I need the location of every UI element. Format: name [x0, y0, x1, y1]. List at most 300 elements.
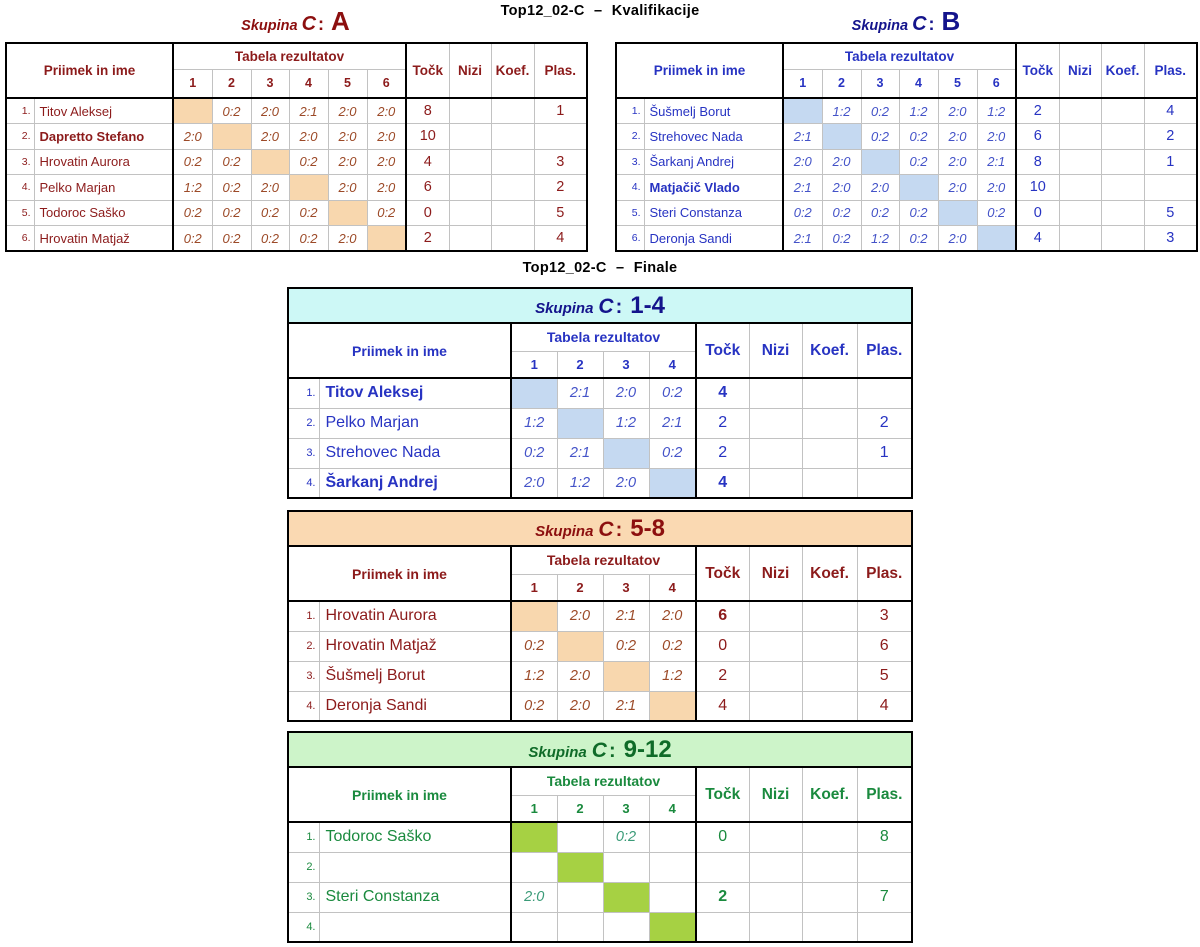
nizi-value	[749, 852, 802, 882]
result-col-number: 4	[899, 69, 938, 98]
qual-b-grid	[615, 42, 1198, 252]
row-number: 3.	[6, 149, 34, 175]
result-cell: 2:0	[289, 124, 328, 150]
result-cell: 2:0	[938, 149, 977, 175]
result-cell: 2:0	[649, 601, 696, 631]
result-col-number: 1	[511, 795, 557, 822]
diagonal-cell	[603, 882, 649, 912]
player-name: Šarkanj Andrej	[319, 468, 511, 498]
tock-value: 8	[406, 98, 449, 124]
koef-value	[802, 601, 857, 631]
tock-value: 2	[696, 408, 749, 438]
final-5-8-grid	[287, 510, 913, 722]
result-cell: 2:1	[783, 124, 822, 150]
header-row-1	[288, 767, 912, 795]
tock-value: 10	[1016, 175, 1059, 201]
result-cell: 0:2	[289, 149, 328, 175]
result-col-number: 2	[557, 351, 603, 378]
result-cell	[649, 852, 696, 882]
plas-value: 8	[857, 822, 912, 852]
nizi-value	[749, 661, 802, 691]
row-number: 1.	[288, 822, 319, 852]
result-cell: 1:2	[977, 98, 1016, 124]
finale-table-1-4	[287, 287, 913, 499]
plas-value: 7	[857, 882, 912, 912]
player-name: Hrovatin Aurora	[34, 149, 173, 175]
result-cell: 2:0	[557, 601, 603, 631]
result-cell: 0:2	[251, 226, 289, 252]
result-cell: 2:0	[328, 124, 367, 150]
plas-value: 5	[534, 200, 587, 226]
result-cell: 0:2	[212, 149, 251, 175]
nizi-value	[749, 601, 802, 631]
result-cell: 0:2	[212, 226, 251, 252]
player-row	[616, 200, 1197, 226]
result-cell: 2:0	[977, 124, 1016, 150]
tock-value: 2	[1016, 98, 1059, 124]
header-row-1	[288, 323, 912, 351]
result-cell: 2:0	[603, 378, 649, 408]
result-cell	[557, 822, 603, 852]
result-cell: 0:2	[861, 200, 899, 226]
tock-value: 0	[696, 631, 749, 661]
diagonal-cell	[899, 175, 938, 201]
diagonal-cell	[251, 149, 289, 175]
diagonal-cell	[649, 691, 696, 721]
diagonal-cell	[511, 378, 557, 408]
koef-column-header: Koef.	[491, 43, 534, 98]
result-cell: 1:2	[861, 226, 899, 252]
result-cell: 2:1	[649, 408, 696, 438]
banner-group-name: 1-4	[630, 291, 665, 319]
result-cell: 0:2	[649, 631, 696, 661]
row-number: 4.	[288, 468, 319, 498]
result-cell: 2:0	[328, 175, 367, 201]
results-column-header: Tabela rezultatov	[173, 43, 406, 69]
diagonal-cell	[649, 912, 696, 942]
result-cell: 2:1	[977, 149, 1016, 175]
result-cell: 2:0	[328, 98, 367, 124]
plas-value	[857, 912, 912, 942]
player-row	[288, 468, 912, 498]
plas-value: 2	[534, 175, 587, 201]
nizi-column-header: Nizi	[749, 767, 802, 822]
finale-table-9-12	[287, 731, 913, 943]
koef-column-header: Koef.	[802, 767, 857, 822]
final-5-8-rows	[288, 601, 912, 721]
group-a-heading	[5, 6, 586, 37]
result-cell: 2:1	[603, 601, 649, 631]
banner-skupina-label: Skupina	[535, 522, 594, 540]
plas-value: 3	[534, 149, 587, 175]
player-row	[6, 124, 587, 150]
result-cell: 0:2	[861, 98, 899, 124]
result-col-number: 1	[511, 351, 557, 378]
player-name: Pelko Marjan	[34, 175, 173, 201]
result-cell	[511, 912, 557, 942]
result-col-number: 2	[557, 795, 603, 822]
diagonal-cell	[603, 438, 649, 468]
result-col-number: 4	[649, 574, 696, 601]
player-row	[616, 175, 1197, 201]
tock-value: 10	[406, 124, 449, 150]
result-cell: 0:2	[603, 631, 649, 661]
result-cell: 0:2	[822, 200, 861, 226]
row-number: 3.	[288, 661, 319, 691]
koef-value	[1101, 98, 1144, 124]
result-cell: 2:0	[367, 98, 406, 124]
name-column-header: Priimek in ime	[288, 546, 511, 601]
nizi-value	[1059, 149, 1101, 175]
header-row-1	[6, 43, 587, 69]
result-cell: 0:2	[649, 378, 696, 408]
player-row	[6, 226, 587, 252]
result-cell: 0:2	[511, 691, 557, 721]
result-cell: 2:0	[367, 175, 406, 201]
tock-value: 4	[1016, 226, 1059, 252]
banner-colon: :	[615, 295, 623, 318]
result-cell: 0:2	[899, 124, 938, 150]
plas-value: 3	[1144, 226, 1197, 252]
result-cell	[649, 822, 696, 852]
row-number: 3.	[616, 149, 644, 175]
result-cell: 0:2	[212, 175, 251, 201]
row-number: 1.	[288, 378, 319, 408]
result-col-number: 3	[603, 795, 649, 822]
result-cell: 2:1	[557, 378, 603, 408]
player-row	[288, 601, 912, 631]
koef-value	[802, 852, 857, 882]
result-cell: 0:2	[603, 822, 649, 852]
row-number: 4.	[288, 691, 319, 721]
group-b-heading	[615, 6, 1197, 37]
group-a-skupina-label: Skupina	[241, 18, 298, 34]
final-9-12-grid	[287, 731, 913, 943]
final-1-4-grid	[287, 287, 913, 499]
koef-value	[802, 468, 857, 498]
player-name: Deronja Sandi	[319, 691, 511, 721]
diagonal-cell	[861, 149, 899, 175]
result-cell	[511, 852, 557, 882]
result-cell: 2:0	[938, 124, 977, 150]
player-name: Šušmelj Borut	[644, 98, 783, 124]
player-name: Steri Constanza	[644, 200, 783, 226]
nizi-value	[449, 200, 491, 226]
result-col-number: 4	[649, 795, 696, 822]
qual-a-head	[6, 43, 587, 98]
player-name: Titov Aleksej	[319, 378, 511, 408]
result-col-number: 2	[557, 574, 603, 601]
group-banner-row	[288, 288, 912, 323]
koef-column-header: Koef.	[802, 323, 857, 378]
result-cell: 0:2	[899, 226, 938, 252]
player-name	[319, 852, 511, 882]
diagonal-cell	[938, 200, 977, 226]
final-1-4-head	[288, 288, 912, 378]
diagonal-cell	[328, 200, 367, 226]
results-column-header: Tabela rezultatov	[511, 767, 696, 795]
nizi-value	[749, 691, 802, 721]
koef-value	[802, 912, 857, 942]
header-row-1	[616, 43, 1197, 69]
result-cell	[557, 912, 603, 942]
banner-group-name: 9-12	[623, 735, 672, 763]
player-name: Hrovatin Matjaž	[319, 631, 511, 661]
results-column-header: Tabela rezultatov	[511, 546, 696, 574]
nizi-value	[749, 882, 802, 912]
result-cell: 2:0	[938, 98, 977, 124]
koef-value	[802, 438, 857, 468]
plas-value	[857, 378, 912, 408]
result-cell: 2:1	[289, 98, 328, 124]
player-name: Hrovatin Matjaž	[34, 226, 173, 252]
player-name: Strehovec Nada	[644, 124, 783, 150]
qual-a-grid	[5, 42, 588, 252]
result-cell: 2:0	[328, 149, 367, 175]
banner-letter: C	[598, 294, 614, 318]
result-cell: 0:2	[899, 149, 938, 175]
diagonal-cell	[511, 822, 557, 852]
plas-column-header: Plas.	[857, 767, 912, 822]
row-number: 2.	[288, 852, 319, 882]
result-cell: 0:2	[822, 226, 861, 252]
player-row	[288, 408, 912, 438]
player-row	[288, 822, 912, 852]
nizi-value	[749, 912, 802, 942]
qualification-table-b	[615, 42, 1198, 252]
result-cell: 2:0	[367, 124, 406, 150]
nizi-value	[449, 149, 491, 175]
nizi-value	[749, 468, 802, 498]
player-name: Strehovec Nada	[319, 438, 511, 468]
tock-value: 2	[406, 226, 449, 252]
result-cell: 2:0	[938, 226, 977, 252]
nizi-value	[449, 98, 491, 124]
result-col-number: 1	[783, 69, 822, 98]
final-5-8-head	[288, 511, 912, 601]
row-number: 2.	[288, 631, 319, 661]
group-banner	[288, 732, 912, 767]
tock-column-header: Točk	[1016, 43, 1059, 98]
banner-letter: C	[591, 738, 607, 762]
result-cell: 2:0	[511, 882, 557, 912]
group-banner	[288, 288, 912, 323]
result-col-number: 3	[251, 69, 289, 98]
result-cell: 0:2	[251, 200, 289, 226]
player-row	[288, 912, 912, 942]
result-cell: 2:0	[511, 468, 557, 498]
finale-table-5-8	[287, 510, 913, 722]
nizi-value	[749, 822, 802, 852]
result-cell: 1:2	[173, 175, 212, 201]
tock-value	[696, 912, 749, 942]
result-cell: 1:2	[511, 661, 557, 691]
name-column-header: Priimek in ime	[288, 767, 511, 822]
result-cell: 0:2	[783, 200, 822, 226]
row-number: 6.	[6, 226, 34, 252]
plas-value	[857, 468, 912, 498]
result-cell: 2:0	[367, 149, 406, 175]
player-row	[616, 226, 1197, 252]
result-cell: 1:2	[557, 468, 603, 498]
nizi-value	[1059, 124, 1101, 150]
plas-value: 2	[857, 408, 912, 438]
result-col-number: 2	[212, 69, 251, 98]
nizi-value	[1059, 98, 1101, 124]
koef-value	[802, 408, 857, 438]
group-banner-row	[288, 511, 912, 546]
koef-column-header: Koef.	[802, 546, 857, 601]
result-col-number: 4	[289, 69, 328, 98]
plas-value: 1	[1144, 149, 1197, 175]
row-number: 4.	[616, 175, 644, 201]
results-column-header: Tabela rezultatov	[783, 43, 1016, 69]
name-column-header: Priimek in ime	[288, 323, 511, 378]
tock-column-header: Točk	[696, 546, 749, 601]
koef-value	[802, 691, 857, 721]
koef-value	[491, 124, 534, 150]
qualification-title: Top12_02-C – Kvalifikacije	[500, 3, 700, 19]
result-col-number: 6	[977, 69, 1016, 98]
koef-value	[1101, 149, 1144, 175]
koef-value	[1101, 175, 1144, 201]
finale-title: Top12_02-C – Finale	[522, 260, 678, 276]
player-name: Matjačič Vlado	[644, 175, 783, 201]
plas-column-header: Plas.	[534, 43, 587, 98]
diagonal-cell	[603, 661, 649, 691]
plas-value	[1144, 175, 1197, 201]
plas-value: 6	[857, 631, 912, 661]
tock-value: 0	[1016, 200, 1059, 226]
result-cell: 2:1	[557, 438, 603, 468]
result-cell: 0:2	[367, 200, 406, 226]
result-cell: 1:2	[649, 661, 696, 691]
row-number: 1.	[288, 601, 319, 631]
result-cell: 2:0	[173, 124, 212, 150]
result-col-number: 6	[367, 69, 406, 98]
nizi-value	[749, 631, 802, 661]
player-row	[288, 691, 912, 721]
player-name: Hrovatin Aurora	[319, 601, 511, 631]
player-row	[288, 852, 912, 882]
tock-value	[696, 852, 749, 882]
result-col-number: 3	[861, 69, 899, 98]
result-cell	[603, 852, 649, 882]
result-cell: 0:2	[212, 200, 251, 226]
plas-value	[857, 852, 912, 882]
result-cell: 0:2	[977, 200, 1016, 226]
result-cell: 2:0	[861, 175, 899, 201]
player-name: Todoroc Saško	[319, 822, 511, 852]
qual-b-rows	[616, 98, 1197, 251]
player-row	[288, 438, 912, 468]
nizi-column-header: Nizi	[749, 546, 802, 601]
tock-column-header: Točk	[696, 767, 749, 822]
banner-skupina-label: Skupina	[535, 299, 594, 317]
result-cell: 1:2	[822, 98, 861, 124]
result-cell	[603, 912, 649, 942]
diagonal-cell	[173, 98, 212, 124]
result-cell: 2:0	[783, 149, 822, 175]
plas-value: 2	[1144, 124, 1197, 150]
player-row	[6, 98, 587, 124]
nizi-column-header: Nizi	[1059, 43, 1101, 98]
result-cell: 0:2	[173, 226, 212, 252]
koef-value	[491, 149, 534, 175]
final-9-12-head	[288, 732, 912, 822]
tock-value: 8	[1016, 149, 1059, 175]
plas-value: 4	[534, 226, 587, 252]
results-column-header: Tabela rezultatov	[511, 323, 696, 351]
result-cell: 0:2	[289, 226, 328, 252]
koef-value	[802, 882, 857, 912]
result-cell: 2:1	[783, 175, 822, 201]
tock-value: 4	[696, 378, 749, 408]
group-b-colon: :	[928, 14, 935, 34]
row-number: 2.	[616, 124, 644, 150]
player-name	[319, 912, 511, 942]
row-number: 2.	[6, 124, 34, 150]
result-col-number: 5	[328, 69, 367, 98]
plas-value: 3	[857, 601, 912, 631]
result-cell: 0:2	[511, 631, 557, 661]
tock-column-header: Točk	[406, 43, 449, 98]
tock-column-header: Točk	[696, 323, 749, 378]
koef-value	[802, 822, 857, 852]
final-9-12-rows	[288, 822, 912, 942]
nizi-column-header: Nizi	[749, 323, 802, 378]
result-col-number: 4	[649, 351, 696, 378]
koef-value	[802, 631, 857, 661]
result-cell	[649, 882, 696, 912]
result-cell: 2:0	[251, 98, 289, 124]
result-cell	[557, 882, 603, 912]
player-row	[6, 175, 587, 201]
row-number: 5.	[6, 200, 34, 226]
plas-value: 5	[1144, 200, 1197, 226]
result-col-number: 2	[822, 69, 861, 98]
result-cell: 2:0	[557, 661, 603, 691]
nizi-value	[749, 408, 802, 438]
player-name: Todoroc Saško	[34, 200, 173, 226]
nizi-value	[1059, 175, 1101, 201]
koef-value	[1101, 124, 1144, 150]
result-col-number: 3	[603, 351, 649, 378]
diagonal-cell	[822, 124, 861, 150]
result-cell: 2:0	[251, 175, 289, 201]
plas-value: 4	[1144, 98, 1197, 124]
result-cell: 0:2	[289, 200, 328, 226]
nizi-value	[1059, 226, 1101, 252]
name-column-header: Priimek in ime	[616, 43, 783, 98]
player-row	[616, 124, 1197, 150]
koef-value	[1101, 226, 1144, 252]
row-number: 3.	[288, 438, 319, 468]
result-cell: 2:0	[328, 226, 367, 252]
group-a-name: A	[331, 6, 350, 36]
banner-skupina-label: Skupina	[528, 743, 587, 761]
result-cell: 1:2	[603, 408, 649, 438]
player-row	[288, 882, 912, 912]
row-number: 1.	[6, 98, 34, 124]
diagonal-cell	[511, 601, 557, 631]
tock-value: 6	[406, 175, 449, 201]
tock-value: 0	[406, 200, 449, 226]
tock-value: 4	[696, 468, 749, 498]
diagonal-cell	[557, 631, 603, 661]
final-1-4-rows	[288, 378, 912, 498]
result-cell: 2:0	[822, 149, 861, 175]
